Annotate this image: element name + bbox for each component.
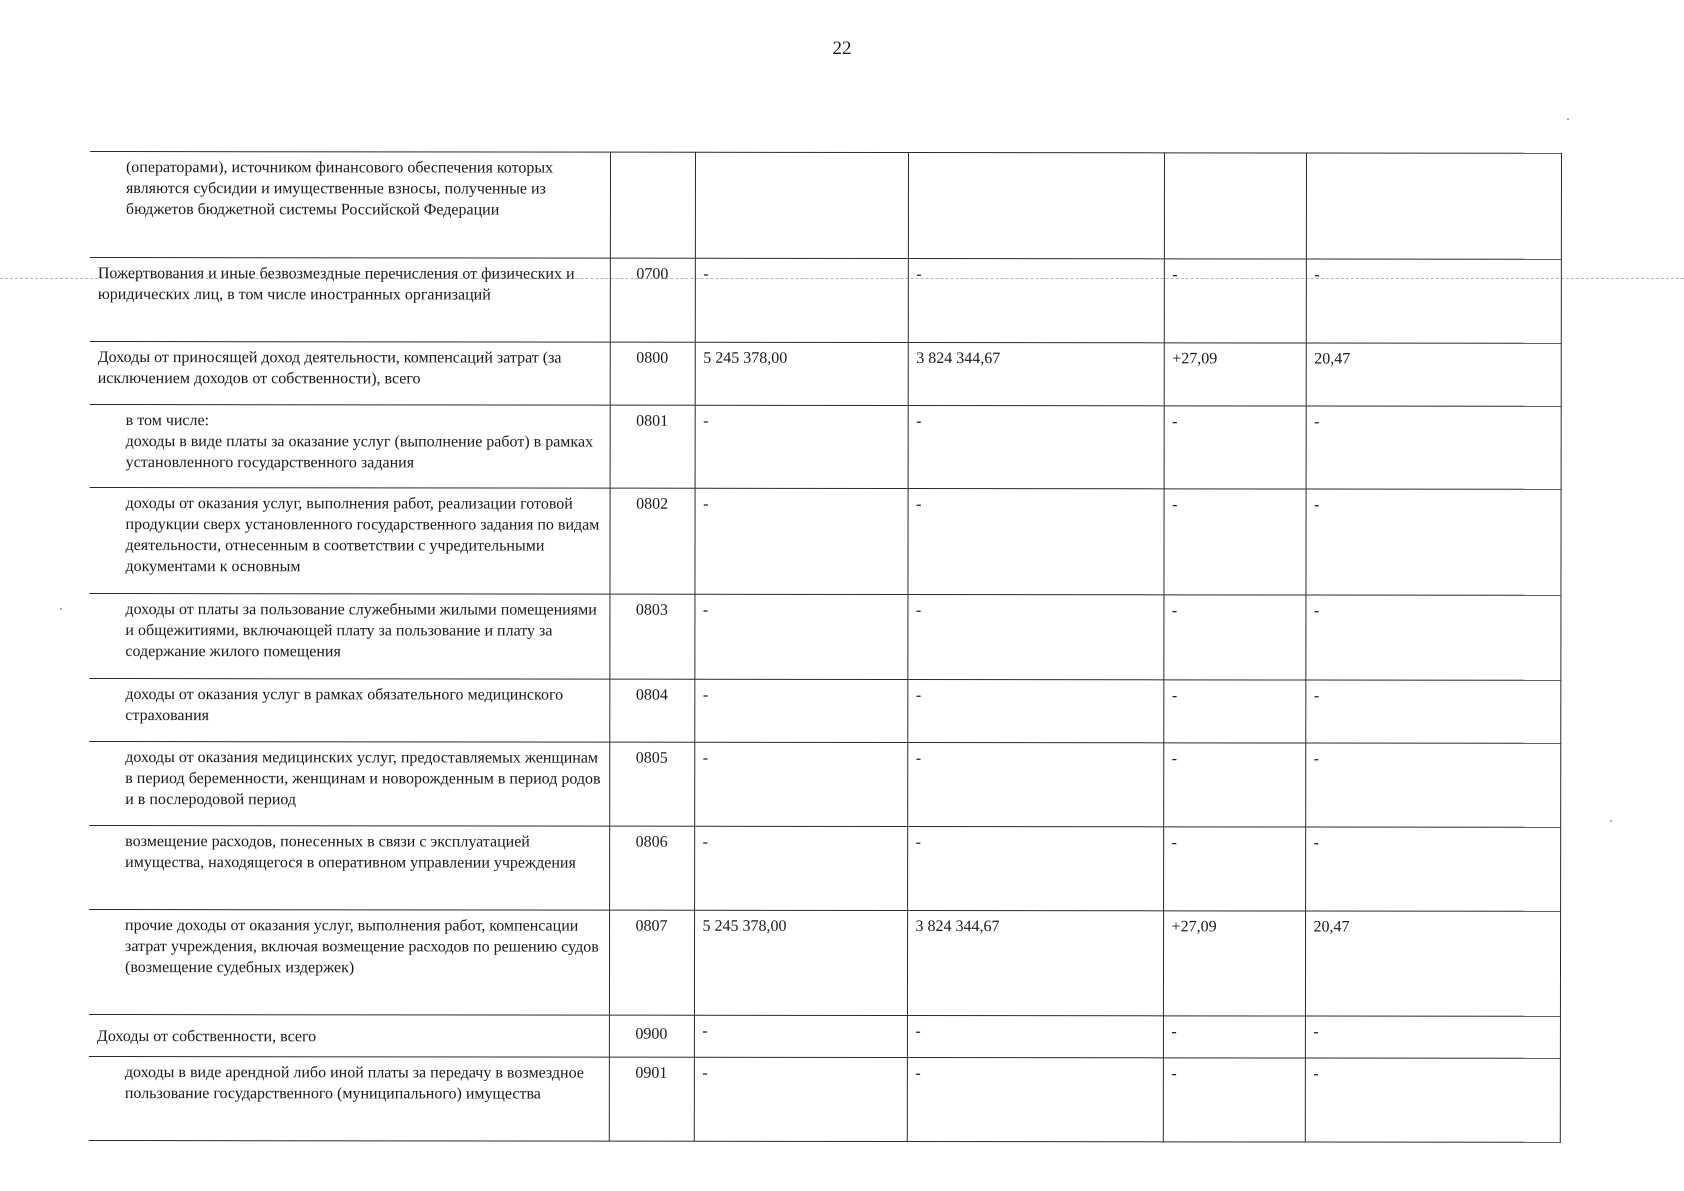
table-row	[89, 741, 1560, 827]
table-row	[89, 1056, 1560, 1142]
row-name-cell: прочие доходы от оказания услуг, выполнения работ, компенсации затрат учреждения, включая возмещение расходов по решению судов (возмещение судебных издержек)	[89, 909, 609, 1015]
plan-cell	[695, 152, 908, 258]
row-code-cell: 0805	[609, 742, 694, 826]
table-row	[89, 1014, 1560, 1058]
row-name-cell: Доходы от собственности, всего	[89, 1014, 609, 1057]
row-code-cell	[610, 152, 695, 258]
share-cell: -	[1305, 827, 1560, 911]
actual-cell: -	[907, 488, 1163, 594]
deviation-cell: -	[1163, 1016, 1305, 1058]
table-row	[89, 593, 1560, 680]
plan-cell: -	[694, 488, 907, 594]
plan-cell: -	[694, 826, 907, 910]
page-number: 22	[832, 38, 852, 59]
row-name-cell: Пожертвования и иные безвозмездные перечисления от физических и юридических лиц, в том числе иностранных организаций	[90, 257, 610, 342]
share-cell: 20,47	[1306, 343, 1561, 406]
share-cell: -	[1305, 489, 1560, 595]
plan-cell: 5 245 378,00	[695, 342, 908, 405]
deviation-cell: +27,09	[1163, 911, 1305, 1016]
row-name-cell: (операторами), источником финансового обеспечения которых являются субсидии и имущественные взносы, полученные из бюджетов бюджетной системы Российской Федерации	[90, 152, 610, 259]
deviation-cell: -	[1163, 489, 1305, 595]
actual-cell: -	[907, 742, 1163, 826]
share-cell: -	[1306, 259, 1561, 343]
deviation-cell: -	[1163, 827, 1305, 911]
scan-speck	[1610, 820, 1612, 822]
plan-cell: -	[695, 258, 908, 342]
deviation-cell: -	[1163, 743, 1305, 827]
row-code-cell: 0804	[609, 679, 694, 742]
deviation-cell	[1164, 153, 1306, 259]
actual-cell: -	[907, 826, 1163, 910]
plan-cell: 5 245 378,00	[694, 910, 907, 1015]
share-cell	[1306, 153, 1561, 259]
plan-cell: -	[694, 1015, 907, 1057]
row-name-cell: Доходы от приносящей доход деятельности, компенсаций затрат (за исключением доходов от собственности), всего	[90, 341, 610, 405]
row-name-cell: доходы в виде арендной либо иной платы за передачу в возмездное пользование государственного (муниципального) имущества	[89, 1056, 609, 1141]
actual-cell: 3 824 344,67	[908, 342, 1164, 405]
scan-speck	[1567, 118, 1569, 120]
share-cell: 20,47	[1305, 911, 1560, 1016]
deviation-cell: -	[1163, 595, 1305, 680]
table-row	[90, 257, 1561, 343]
row-code-cell: 0802	[609, 488, 694, 594]
plan-cell: -	[695, 405, 908, 488]
actual-cell: -	[907, 679, 1163, 742]
row-name-cell	[90, 404, 610, 488]
row-name-cell: доходы от оказания услуг в рамках обязательного медицинского страхования	[89, 678, 609, 742]
deviation-cell: -	[1164, 406, 1306, 489]
plan-cell: -	[694, 742, 907, 826]
revenue-table	[89, 151, 1562, 1143]
deviation-cell: -	[1163, 1058, 1305, 1142]
actual-cell: -	[907, 594, 1163, 679]
actual-cell: -	[908, 258, 1164, 342]
plan-cell: -	[694, 1057, 907, 1141]
row-name-cell: доходы от платы за пользование служебными жилыми помещениями и общежитиями, включающей плату за пользование и плату за содержание жилого помещения	[89, 593, 609, 679]
row-name-cell: доходы от оказания медицинских услуг, предоставляемых женщинам в период беременности, женщинам и новорожденным в период родов и в послеродовой период	[89, 741, 609, 826]
share-cell: -	[1305, 595, 1560, 680]
row-code-cell: 0806	[609, 826, 694, 910]
row-code-cell: 0800	[610, 342, 695, 405]
table-row	[89, 678, 1560, 743]
share-cell: -	[1306, 406, 1561, 489]
plan-cell: -	[694, 679, 907, 742]
row-code-cell: 0803	[609, 594, 694, 679]
actual-cell: -	[907, 1057, 1163, 1141]
table-row	[89, 909, 1560, 1016]
actual-cell: -	[907, 1015, 1163, 1057]
row-code-cell: 0900	[609, 1015, 694, 1057]
table-row	[89, 825, 1560, 911]
plan-cell: -	[694, 594, 907, 679]
actual-cell: 3 824 344,67	[907, 910, 1163, 1015]
row-code-cell: 0901	[609, 1057, 694, 1141]
table-row	[90, 152, 1561, 260]
deviation-cell: -	[1163, 680, 1305, 743]
row-code-cell: 0807	[609, 910, 694, 1015]
deviation-cell: -	[1164, 259, 1306, 343]
scan-speck	[60, 608, 62, 610]
actual-cell: -	[908, 405, 1164, 488]
deviation-cell: +27,09	[1164, 343, 1306, 406]
share-cell: -	[1305, 680, 1560, 743]
share-cell: -	[1305, 1016, 1560, 1058]
table-row	[89, 487, 1560, 595]
share-cell: -	[1305, 1058, 1560, 1142]
subtotal-prefix: в том числе:	[125, 412, 210, 430]
row-name-cell: возмещение расходов, понесенных в связи с эксплуатацией имущества, находящегося в оперативном управлении учреждения	[89, 825, 609, 910]
table-row	[90, 341, 1561, 406]
actual-cell	[908, 152, 1164, 258]
table-row	[90, 404, 1561, 489]
row-name-text: доходы в виде платы за оказание услуг (выполнение работ) в рамках установленного государственного задания	[125, 433, 594, 472]
row-name-cell: доходы от оказания услуг, выполнения работ, реализации готовой продукции сверх установленного государственного задания по видам деятельности, отнесенным в соответствии с учредительными документами к основным	[89, 487, 609, 594]
row-code-cell: 0801	[610, 405, 695, 488]
row-code-cell: 0700	[610, 258, 695, 342]
share-cell: -	[1305, 743, 1560, 827]
